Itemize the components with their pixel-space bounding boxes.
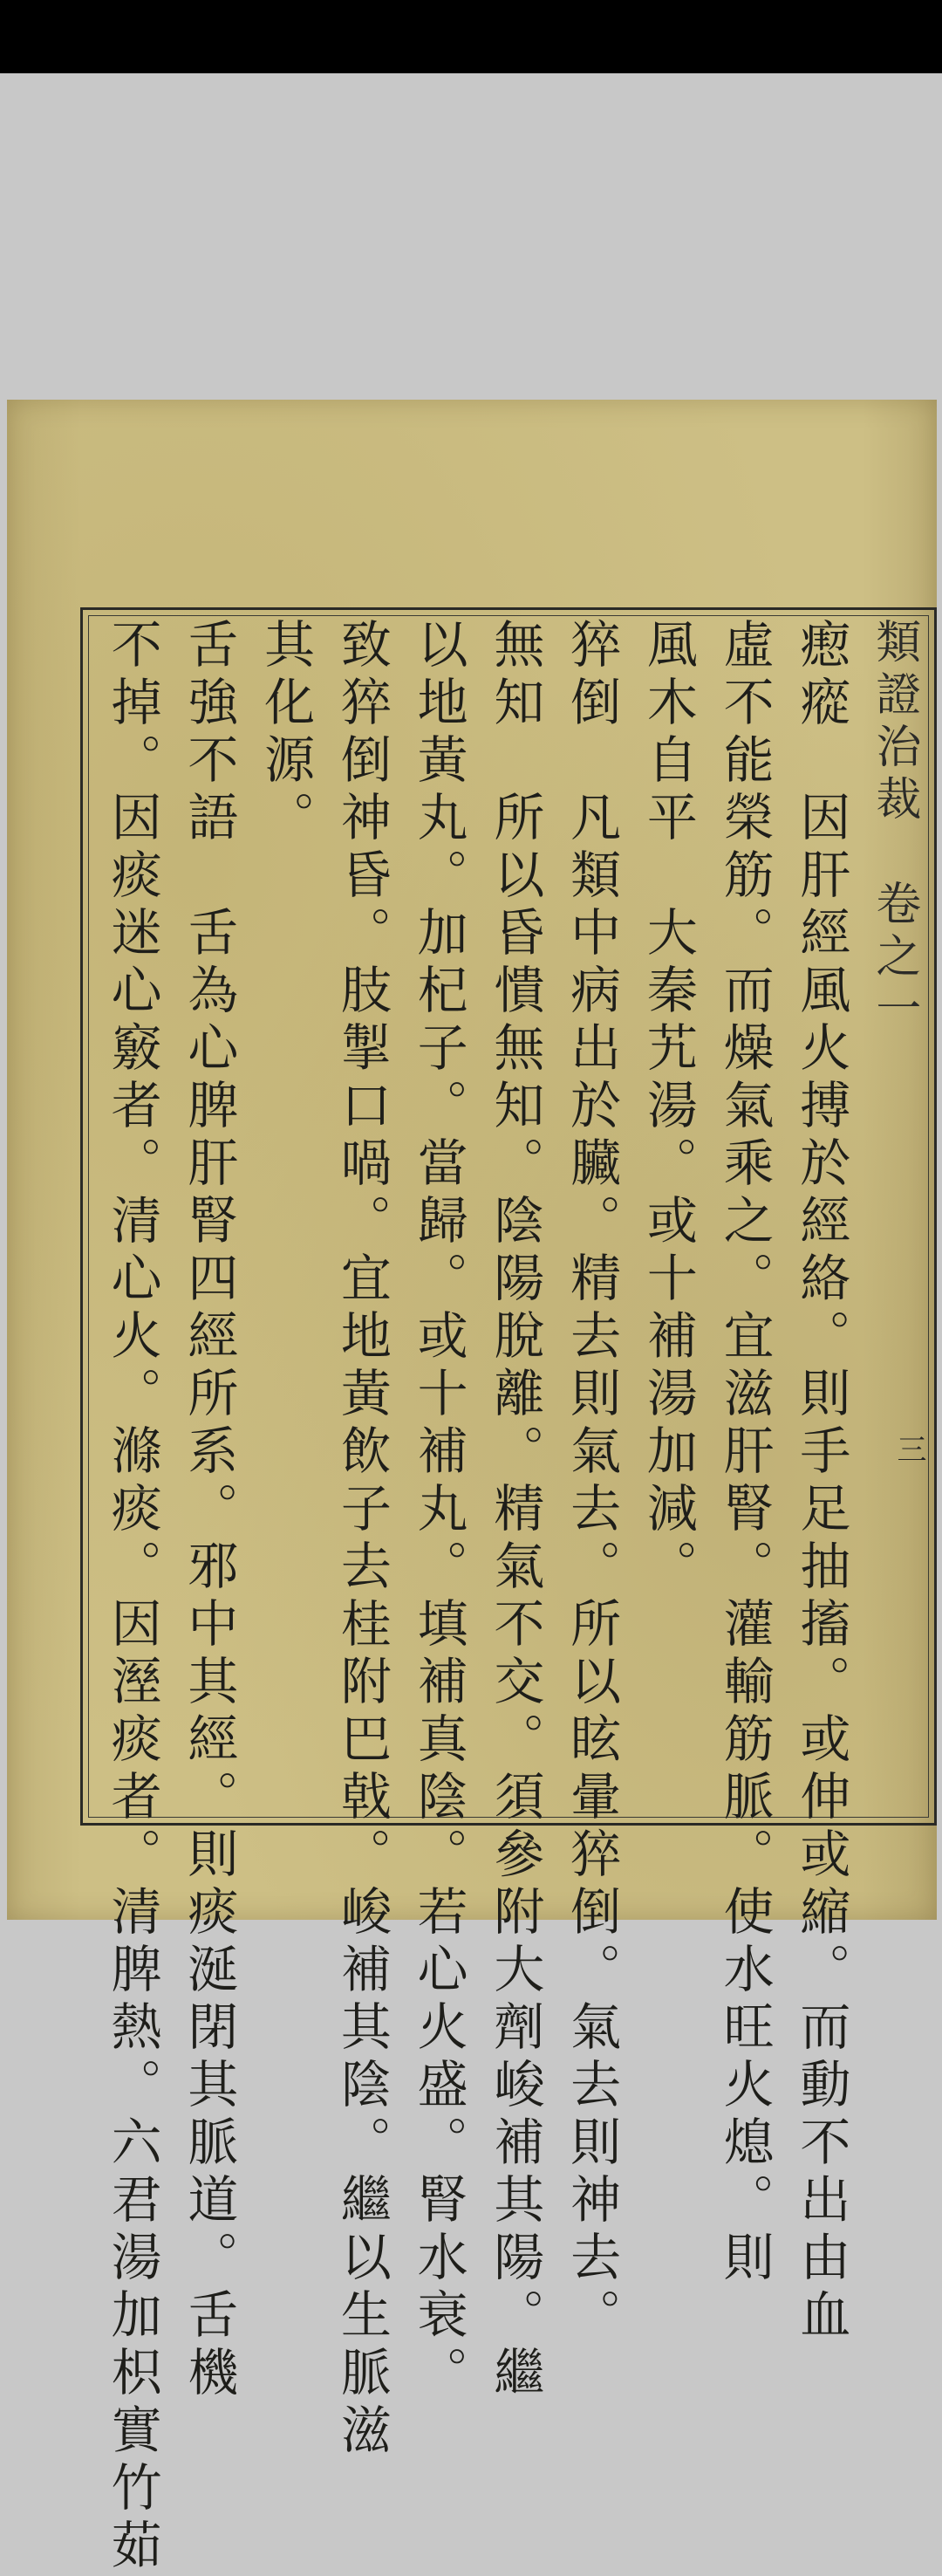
text-column: 猝倒 凡類中病出於臟。精去則氣去。所以眩暈猝倒。氣去則神去。: [562, 618, 622, 2346]
text-column: 致猝倒神昏。肢掣口喎。宜地黃飲子去桂附巴戟。峻補其陰。繼以生脈滋: [331, 618, 392, 2461]
image-viewer[interactable]: [0, 73, 942, 2576]
page-number: 三: [891, 1434, 926, 1463]
text-column: 無知 所以昏憒無知。陰陽脫離。精氣不交。須參附大劑峻補其陽。繼: [485, 618, 545, 2403]
text-column: 舌強不語 舌為心脾肝腎四經所系。邪中其經。則痰涎閉其脈道。舌機: [179, 618, 239, 2403]
text-column: 風木自平 大秦艽湯。或十補湯加減。: [638, 618, 698, 1597]
text-column: 虛不能榮筋。而燥氣乘之。宜滋肝腎。灌輸筋脈。使水旺火熄。則: [714, 618, 775, 2288]
status-bar: [0, 0, 942, 73]
scanned-page: [7, 400, 937, 2576]
text-column: 不掉。因痰迷心竅者。清心火。滌痰。因溼痰者。清脾熱。六君湯加枳實竹茹: [102, 618, 162, 2576]
running-title-column: 類證治裁 卷之一: [867, 618, 920, 1037]
text-column: 以地黃丸。加杞子。當歸。或十補丸。填補真陰。若心火盛。腎水衰。: [408, 618, 468, 2403]
text-column: 其化源。: [256, 618, 316, 848]
text-column: 瘛瘲 因肝經風火搏於經絡。則手足抽搐。或伸或縮。而動不出由血: [791, 618, 851, 2346]
text-columns: [101, 618, 921, 2576]
